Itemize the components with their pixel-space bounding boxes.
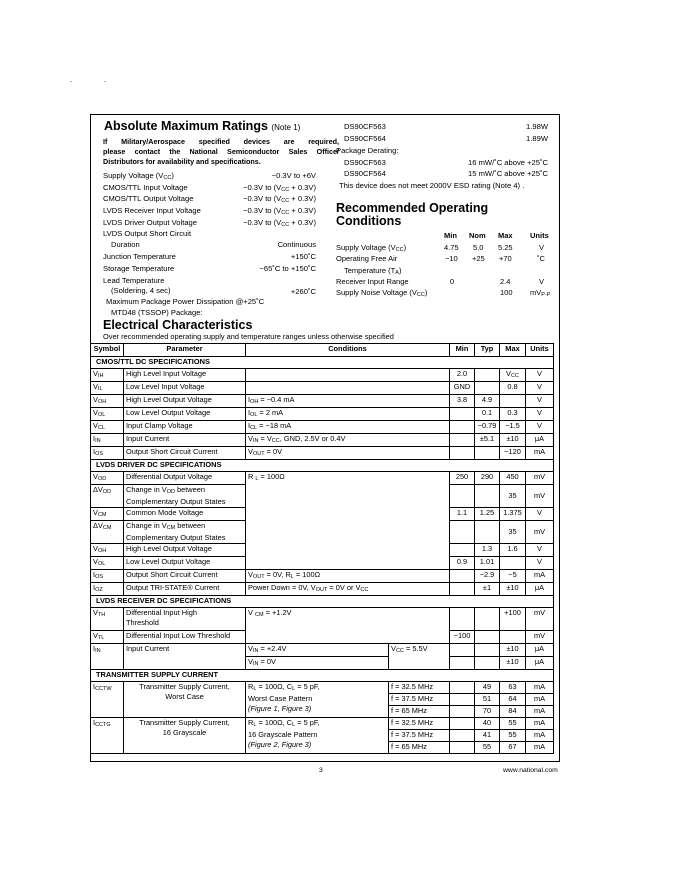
rec-op-title: Recommended Operating Conditions: [336, 201, 489, 228]
table-row: $V_{IL}$ Low Level Input Voltage GND 0.8 V: [91, 382, 554, 395]
abs-max-row: LVDS Receiver Input Voltage −0.3V to $(V_{CC} + 0.3V)$: [103, 206, 316, 217]
power-row: DS90CF563 1.98W: [344, 122, 548, 131]
table-row: f = 37.5 MHz 51 64 mA: [91, 694, 554, 706]
table-row: $V_{CM}$ Common Mode Voltage 1.1 1.25 1.375 V: [91, 508, 554, 521]
table-row: f = 65 MHz 55 67 mA: [91, 742, 554, 754]
table-row: $I_{OS}$ Output Short Circuit Current $V_{OUT} = 0V$ −120 mA: [91, 447, 554, 460]
power-row: DS90CF564 1.89W: [344, 134, 548, 143]
table-row: $V_{IN} = 0V$ ±10 μA: [91, 657, 554, 670]
abs-max-row: LVDS Output Short Circuit: [103, 229, 192, 239]
abs-max-row: Supply Voltage $(V_{CC})$ −0.3V to +6V: [103, 171, 316, 181]
table-row: $V_{OD}$ Differential Output Voltage R $_L$ = 100Ω 250 290 450 mV: [91, 472, 554, 485]
table-row: $V_{OH}$ High Level Output Voltage 1.3 1.6 V: [91, 544, 554, 557]
rec-op-header: Min Nom Max Units: [444, 231, 549, 240]
rec-op-row: Temperature $(T_A)$: [344, 265, 402, 276]
table-row: $V_{TH}$ Differential Input High Threshold V $_{CM}$ = +1.2V +100 mV: [91, 608, 554, 631]
stray-mark: .: [104, 75, 107, 84]
table-row: $V_{IH}$ High Level Input Voltage 2.0 $V_{CC}$ V: [91, 369, 554, 382]
table-row: $V_{OL}$ Low Level Output Voltage $I_{OL} = 2$ mA 0.1 0.3 V: [91, 408, 554, 421]
col-max: Max: [500, 344, 526, 357]
table-row: $I_{CCTG}$ Transmitter Supply Current, 16 Grayscale $R_L = 100\Omega$, $C_L = 5$ pF, 16 Grayscale Pattern (Figure 2, Figure 3) f = 32.5 MHz 40 55 mA: [91, 718, 554, 730]
col-units: Units: [526, 344, 554, 357]
abs-max-row: Storage Temperature −65˚C to +150˚C: [103, 264, 316, 274]
section-row: LVDS RECEIVER DC SPECIFICATIONS: [91, 596, 554, 608]
abs-max-row: Lead Temperature: [103, 276, 165, 286]
power-dissipation-list: [336, 121, 548, 191]
table-row: $I_{CCTW}$ Transmitter Supply Current, Worst Case $R_L = 100\Omega$, $C_L = 5$ pF, Worst Case Pattern (Figure 1, Figure 3) f = 32.5 MHz 49 63 mA: [91, 682, 554, 694]
abs-max-row: LVDS Driver Output Voltage −0.3V to $(V_{CC} + 0.3V)$: [103, 217, 316, 228]
ec-subtitle: Over recommended operating supply and temperature ranges unless otherwise specified: [103, 332, 394, 341]
page-number: 3: [319, 767, 323, 774]
section-row: LVDS DRIVER DC SPECIFICATIONS: [91, 460, 554, 472]
footer-url[interactable]: www.national.com: [503, 767, 558, 774]
table-row: $I_{IN}$ Input Current $V_{IN} = V_{CC}$, GND, 2.5V or 0.4V ±5.1 ±10 μA: [91, 434, 554, 447]
rec-op-row: Receiver Input Range 0 2.4 V: [336, 276, 545, 286]
rec-op-row: Supply Voltage $(V_{CC})$ 4.75 5.0 5.25 V: [336, 243, 545, 254]
ec-title: Electrical Characteristics: [103, 318, 253, 332]
col-symbol: Symbol: [91, 344, 124, 357]
ec-table: [90, 343, 554, 754]
table-row: $I_{OS}$ Output Short Circuit Current $V_{OUT} = 0V$, $R_L = 100\Omega$ −2.9 −5 mA: [91, 570, 554, 583]
abs-max-row: (Soldering, 4 sec) +260˚C: [111, 286, 316, 297]
derating-row: DS90CF563 16 mW/˚C above +25˚C: [344, 157, 548, 167]
col-parameter: Parameter: [124, 344, 246, 357]
abs-max-warning: If Military/Aerospace specified devices are required, please contact the National Semiconductor Sales Office/ Distributors for availability and specifications.: [103, 137, 339, 166]
abs-max-row: Duration Continuous: [111, 240, 316, 250]
ec-header-row: [91, 344, 554, 357]
rec-op-row: Supply Noise Voltage $(V_{CC})$ 100 $mV_{P-P}$: [336, 287, 551, 298]
table-row: f = 65 MHz 70 84 mA: [91, 706, 554, 718]
abs-max-row: Junction Temperature +150˚C: [103, 252, 316, 262]
table-row: $I_{OZ}$ Output TRI-STATE® Current Power Down = 0V, $V_{OUT} = 0V$ or $V_{CC}$ ±1 ±10 μA: [91, 583, 554, 596]
col-min: Min: [450, 344, 475, 357]
abs-max-row: CMOS/TTL Input Voltage −0.3V to $(V_{CC} + 0.3V)$: [103, 182, 316, 193]
derating-label: Package Derating:: [336, 146, 399, 155]
abs-max-list: [103, 170, 316, 318]
table-row: $V_{TL}$ Differential Input Low Threshold −100 mV: [91, 631, 554, 644]
table-row: $\Delta V_{OD}$ Change in $V_{OD}$ between Complementary Output States 35 mV: [91, 485, 554, 508]
rec-op-table: [336, 231, 554, 299]
table-row: $V_{CL}$ Input Clamp Voltage $I_{CL} = -18$ mA −0.79 −1.5 V: [91, 421, 554, 434]
table-row: $I_{IN}$ Input Current $V_{IN} = +2.4V$ $V_{CC} = 5.5V$ ±10 μA: [91, 644, 554, 657]
abs-max-title: Absolute Maximum Ratings (Note 1): [104, 119, 301, 133]
col-typ: Typ: [475, 344, 500, 357]
derating-row: DS90CF564 15 mW/˚C above +25˚C: [344, 169, 548, 178]
abs-max-row: CMOS/TTL Output Voltage −0.3V to $(V_{CC} + 0.3V)$: [103, 194, 316, 205]
table-row: $V_{OL}$ Low Level Output Voltage 0.9 1.01 V: [91, 557, 554, 570]
stray-mark: .: [70, 75, 73, 84]
table-row: $\Delta V_{CM}$ Change in $V_{CM}$ between Complementary Output States 35 mV: [91, 521, 554, 544]
abs-max-row: MTD48 (TSSOP) Package:: [111, 308, 203, 318]
table-row: $V_{OH}$ High Level Output Voltage $I_{OH} = -0.4$ mA 3.8 4.9 V: [91, 395, 554, 408]
rec-op-row: Operating Free Air −10 +25 +70 ˚C: [336, 254, 545, 264]
abs-max-row: Maximum Package Power Dissipation @+25˚C: [106, 297, 265, 307]
section-row: CMOS/TTL DC SPECIFICATIONS: [91, 357, 554, 369]
col-conditions: Conditions: [246, 344, 450, 357]
section-row: TRANSMITTER SUPPLY CURRENT: [91, 670, 554, 682]
table-row: f = 37.5 MHz 41 55 mA: [91, 730, 554, 742]
esd-note: This device does not meet 2000V ESD rating (Note 4) .: [339, 180, 525, 190]
